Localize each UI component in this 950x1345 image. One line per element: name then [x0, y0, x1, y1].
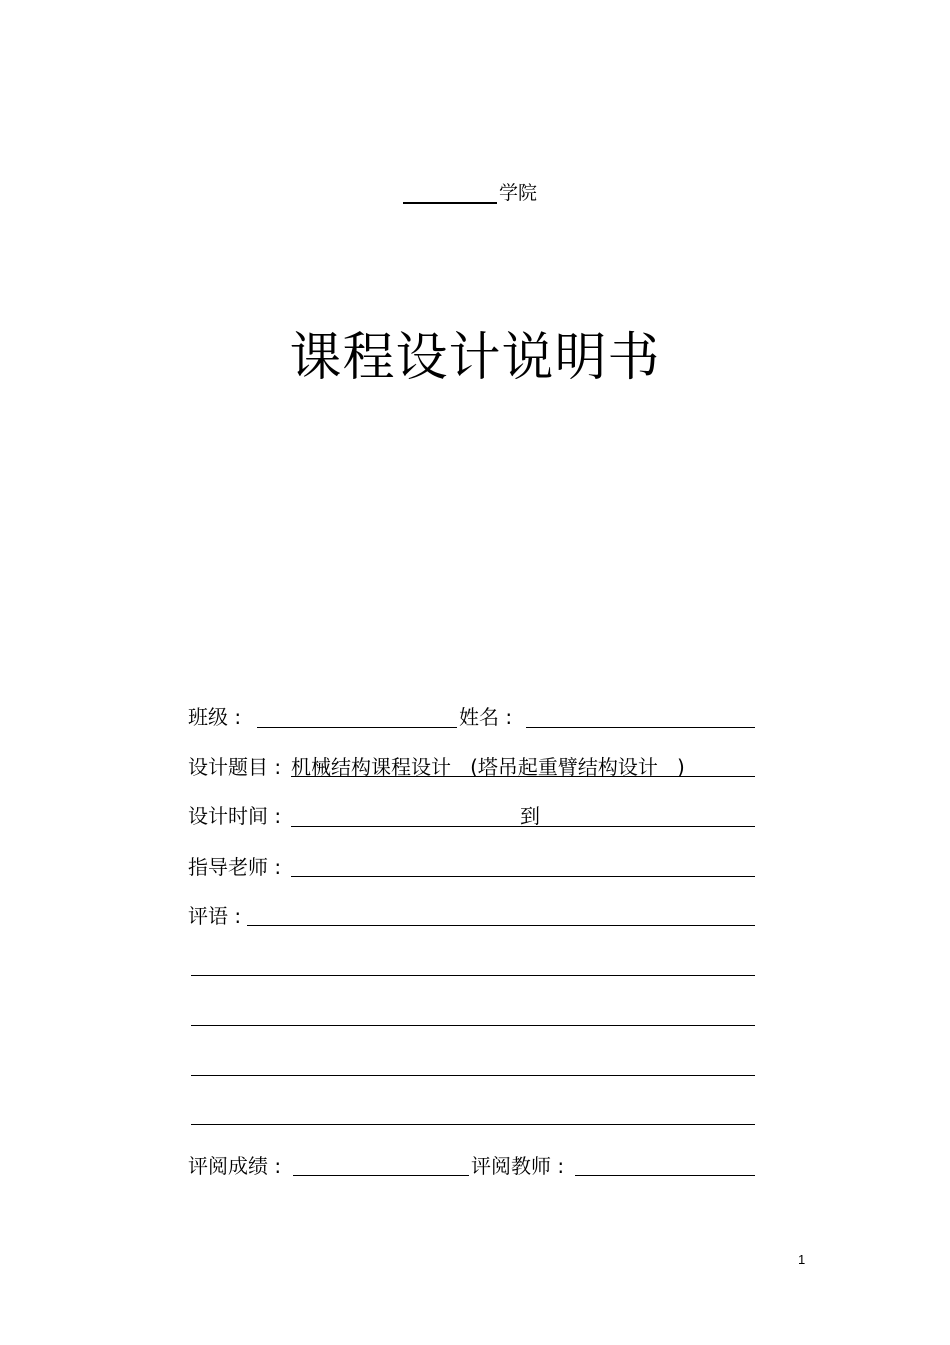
college-blank-line [403, 202, 497, 204]
page-number: 1 [798, 1252, 806, 1267]
comments-label: 评语 : [188, 904, 242, 928]
reviewer-label: 评阅教师 : [471, 1154, 565, 1178]
topic-field-line [291, 776, 755, 777]
grade-label: 评阅成绩 : [188, 1154, 282, 1178]
advisor-field-line [291, 876, 755, 877]
comments-line-5 [191, 1124, 755, 1125]
grade-field-line [293, 1175, 469, 1176]
class-field-line [257, 727, 457, 728]
comments-line-4 [191, 1075, 755, 1076]
comments-field-line [247, 925, 755, 926]
topic-label: 设计题目 : [188, 755, 282, 779]
comments-line-3 [191, 1025, 755, 1026]
name-field-line [526, 727, 755, 728]
comments-line-2 [191, 975, 755, 976]
document-title: 课程设计说明书 [289, 328, 661, 388]
college-label: 学院 [499, 182, 538, 204]
time-to-label: 到 [520, 804, 540, 828]
advisor-label: 指导老师 : [188, 855, 282, 879]
topic-value: 机械结构课程设计 (塔吊起重臂结构设计 ) [291, 755, 685, 779]
class-label: 班级 : [188, 705, 242, 729]
name-label: 姓名 : [459, 705, 513, 729]
time-label: 设计时间 : [188, 804, 282, 828]
reviewer-field-line [575, 1175, 755, 1176]
